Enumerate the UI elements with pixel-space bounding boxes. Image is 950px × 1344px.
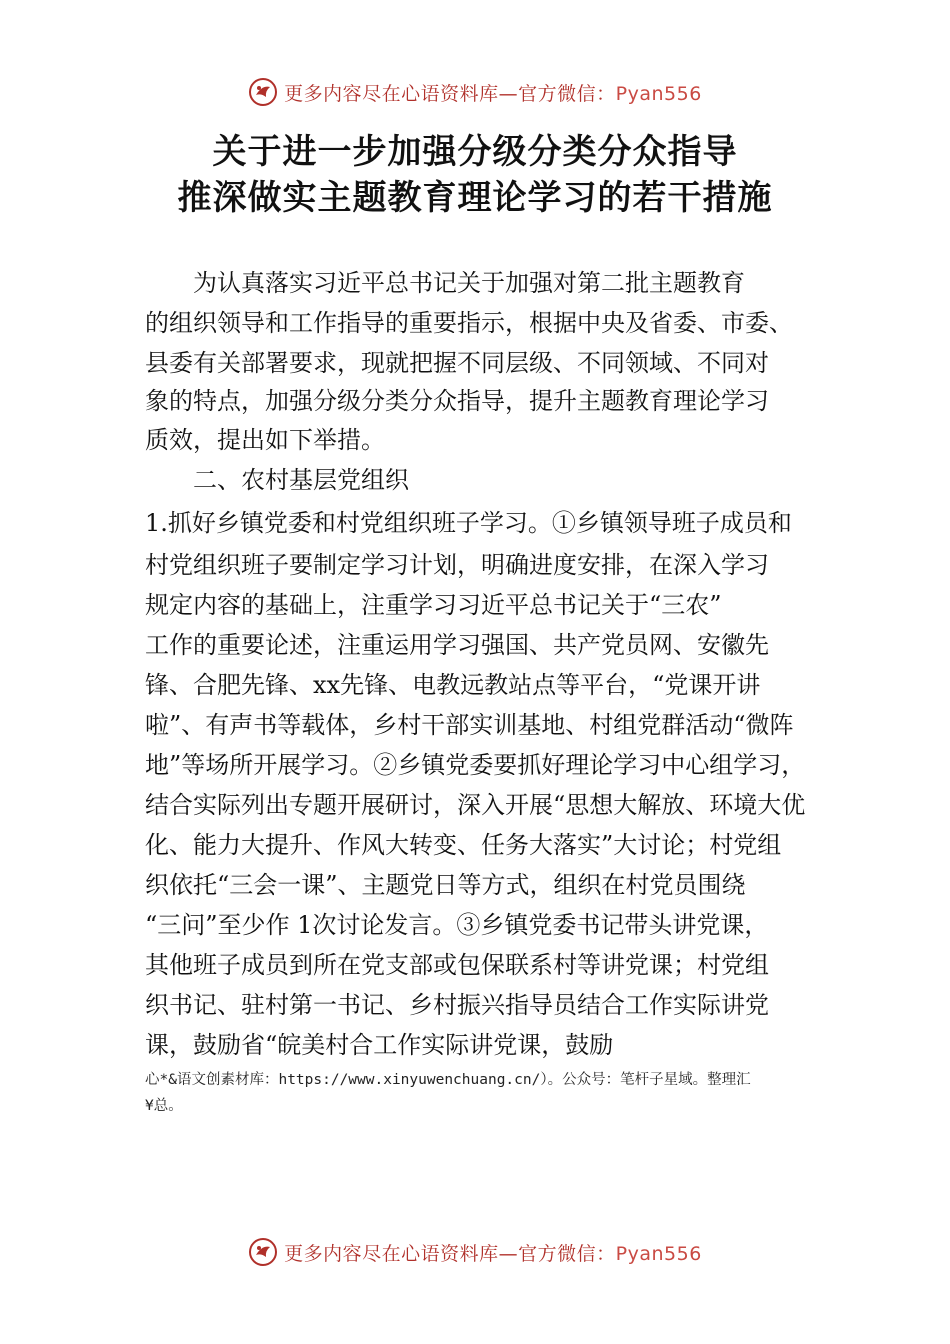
body-line: 质效，提出如下举措。 [145,426,385,454]
body-line: 结合实际列出专题开展研讨，深入开展“思想大解放、环境大优 [145,791,806,819]
body-line: 织依托“三会一课”、主题党日等方式，组织在村党员围绕 [145,871,746,899]
header-banner [0,72,950,112]
body-line: 课，鼓励省“皖美村合工作实际讲党课，鼓励 [145,1031,614,1059]
body-line: “三问”至少作 1次讨论发言。③乡镇党委书记带头讲党课， [145,911,769,939]
footer-banner [0,1232,950,1272]
section-heading: 二、农村基层党组织 [193,466,409,494]
wechat-id: Pyan556 [615,82,702,105]
body-line: 村党组织班子要制定学习计划，明确进度安排，在深入学习 [145,551,769,579]
banner-text: 更多内容尽在心语资料库—官方微信：Pyan556 [284,82,702,105]
body-line: 其他班子成员到所在党支部或包保联系村等讲党课；村党组 [145,951,769,979]
footnote-line: ¥总。 [145,1098,183,1114]
body-line: 化、能力大提升、作风大转变、任务大落实”大讨论；村党组 [145,831,782,859]
body-line: 织书记、驻村第一书记、乡村振兴指导员结合工作实际讲党 [145,991,769,1019]
logo-icon [248,77,278,107]
banner-text: 更多内容尽在心语资料库—官方微信：Pyan556 [284,1242,702,1265]
body-line: 地”等场所开展学习。②乡镇党委要抓好理论学习中心组学习， [145,751,806,779]
document-title-line-2: 推深做实主题教育理论学习的若干措施 [177,178,773,218]
body-line: 1.抓好乡镇党委和村党组织班子学习。①乡镇领导班子成员和 [145,509,792,537]
body-line: 的组织领导和工作指导的重要指示，根据中央及省委、市委、 [145,309,793,337]
wechat-id: Pyan556 [615,1242,702,1265]
body-line: 规定内容的基础上，注重学习习近平总书记关于“三农” [145,591,722,619]
body-line: 县委有关部署要求，现就把握不同层级、不同领域、不同对 [145,349,769,377]
body-line: 象的特点，加强分级分类分众指导，提升主题教育理论学习 [145,387,769,415]
document-title-line-1: 关于进一步加强分级分类分众指导 [212,132,738,172]
logo-icon [248,1237,278,1267]
body-line: 啦”、有声书等载体，乡村干部实训基地、村组党群活动“微阵 [145,711,794,739]
footnote-line: 心*&语文创素材库：https://www.xinyuwenchuang.cn/）。公众号：笔杆子星域。整理汇 [145,1072,751,1088]
body-line: 工作的重要论述，注重运用学习强国、共产党员网、安徽先 [145,631,769,659]
body-line: 为认真落实习近平总书记关于加强对第二批主题教育 [193,269,745,297]
body-line: 锋、合肥先锋、xx先锋、电教远教站点等平台，“党课开讲 [145,671,761,699]
